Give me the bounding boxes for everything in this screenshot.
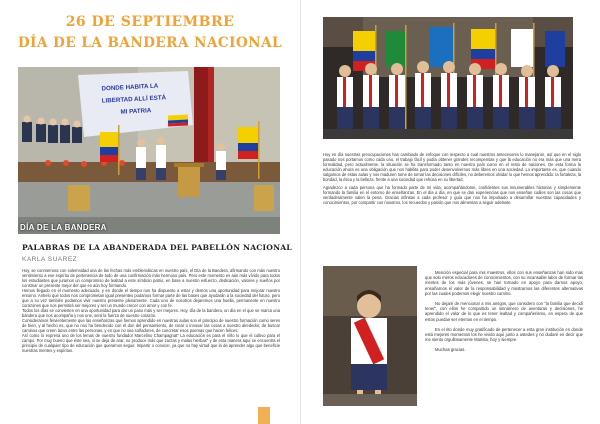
- speech-paragraph: No dejaré de mencionar a mis amigos, que considero con "la familia que decidí tener", con ellos he compartido un sinnúmero de aventuras y decisiones, he aprendido el valor de lo que es tener lealtad y compañerismo, en espera de que estos puedan ser eternos en el tiempo.: [425, 301, 583, 322]
- speech-title: PALABRAS DE LA ABANDERADA DEL PABELLÓN NACIONAL: [22, 243, 292, 252]
- speech-paragraph: Hoy, se conmemora con solemnidad una de las fechas más emblemáticas en nuestro país, el Día de la Bandera, afirmando con más nuestro sentimiento a ese espíritu de pertenencia de todo de una confirmación más hermoso país. Pero este momento es aún más vívido para todos los estudiantes que juramos un compromiso de lealtad a este símbolo patrio, en base a nuestro esfuerzo, dedicación, valores y sueños por construir un presente mejor del que es aún hoy formando.: [22, 268, 280, 288]
- speech-paragraph: Hoy en día nuestras preocupaciones han cambiado de enfoque con respecto a cual nuestros antecesores lo manejaron, así que en el siglo pasado nos portamos como cada uno, el trabajo fácil y podía obtener grandes recompensas y que la educación no era más que una mera formalidad, pero actualmente, la situación se ha transformado tanto en nuestro país como en el resto de naciones. De esta forma la educación ahora es una obligación que nos habilita para poder desenvolvernos más libres en una sociedad. Lo importante es, que cuando salgamos de estas aulas y nos maduren tome de tomar las decisiones difíciles, no deberemos olvidar lo que hemos aprendido: la fortaleza, la bondad, la ética y la belleza, frente a una sociedad que rehúsa en su libertad.: [323, 152, 581, 182]
- speech-paragraph: Muchas gracias.: [435, 347, 466, 353]
- student-portrait-photo: [323, 266, 417, 406]
- ceremony-photo: [18, 67, 280, 234]
- speech-paragraph: Mención especial para mis maestros, ellos con sus enseñanzas han sido más que solo meros educadores de conocimientos, con su incansable labor de formar las mentes de los más jóvenes, se han tornado en apoyo para darnos apoyo, ensañarnos el valor de la responsabilidad y mostrarnos las diferentes alternativas por las cuales podemos elegir nuestro camino.: [425, 270, 583, 296]
- svg-text:LIBERTAD ALLÍ ESTÁ: LIBERTAD ALLÍ ESTÁ: [101, 94, 167, 105]
- speech-paragraph: Todos los días se convierten en una oportunidad para dar un paso más y ser mejores. Hoy, día de la bandera, un día en el que se marca una bandera que nos acompaña y nos une, será la fuerza de nuestro corazón.: [22, 308, 280, 318]
- page-marker: [258, 407, 270, 424]
- speech-continued: [323, 152, 581, 208]
- speech-closing: [425, 270, 583, 358]
- headline-title: DÍA DE LA BANDERA NACIONAL: [17, 35, 283, 51]
- speech-paragraph: Consideramos fervientemente que las enseñanzas que hemos aprendido en nuestras aulas son el principio de nuestro formación como seres de bien, y al hecho es, que no nos ha bendecido con el don del pensamiento, de crear o innovar las cosas a nuestro alrededor, de buscar caminos que creen lazos entre las personas, y en que no sea soñadores, de concretar esos poemas que hacen felices.: [22, 318, 280, 333]
- svg-text:DONDE HABITA LA: DONDE HABITA LA: [101, 82, 159, 93]
- speech-paragraph: Agradezco a cada persona que ha formado parte de mi vida, acompañándome, confidentes sus innumerables historias y simplemente formando la familia en el entorno de enseñanzas. En el día a día, en que se dan experiencias que nos enseñan cuáles son las cosas que verdaderamente valen la pena. Gracias infinitas a cada profesor y guía que nos ha impulsado a desarrollar nuestras capacidades y conocimientos, por compartir con nosotros, los recuerdos y pasión que nos alimentan a seguir adelante.: [323, 185, 581, 205]
- photo-caption: DÍA DE LA BANDERA: [20, 223, 107, 232]
- speech-body: [22, 268, 280, 353]
- svg-text:MI PATRIA: MI PATRIA: [120, 107, 152, 116]
- right-page: [300, 0, 600, 424]
- headline-date: 26 DE SEPTIEMBRE: [65, 14, 235, 30]
- speech-paragraph: Así como lo expresa uno de los lemas de nuestro fundador Marcelino Champagnat" La educación es para el niño lo que el cultivo para el campo. Por muy bueno que éste sea, si se deja de arar, no produce más que zarzas y malas hierbas" y de esta manera aquí se encuentra el principio de cualquier tipo de educación que queramos seguir. Impartir o conocer, ya que no hay virtud que la de aprender algo que beneficie nuestras mentes y espíritus.: [22, 333, 280, 353]
- speech-paragraph: En el rito donde muy gratificado de pertenecer a esta gran institución en donde está mejores momentos los he vivido aquí junto a ustedes y no dudaré en decir que me siento orgullosamente Marista, hoy y siempre.: [425, 326, 583, 343]
- flag-bearers-photo: [323, 17, 573, 139]
- speech-author: KARLA SUAREZ: [22, 256, 78, 263]
- speech-paragraph: Hemos llegado en el momento adecuado, y en donde el tiempo nos ha dispuesto a estar y demos una oportunidad para mejorar nuestro entorno. Anhelo que todos nos comprometan igual presentes podamos formar parte de las bases que ayudarán a la sociedad del futuro, pero que a su vez también podamos vivir nuestro presente plenamente. Cada uno de nosotros dejaremos una huella, permanente en nuestro corazones que nos permitirá ser mejores y ser un mundo crecer con amor y con fe.: [22, 288, 280, 308]
